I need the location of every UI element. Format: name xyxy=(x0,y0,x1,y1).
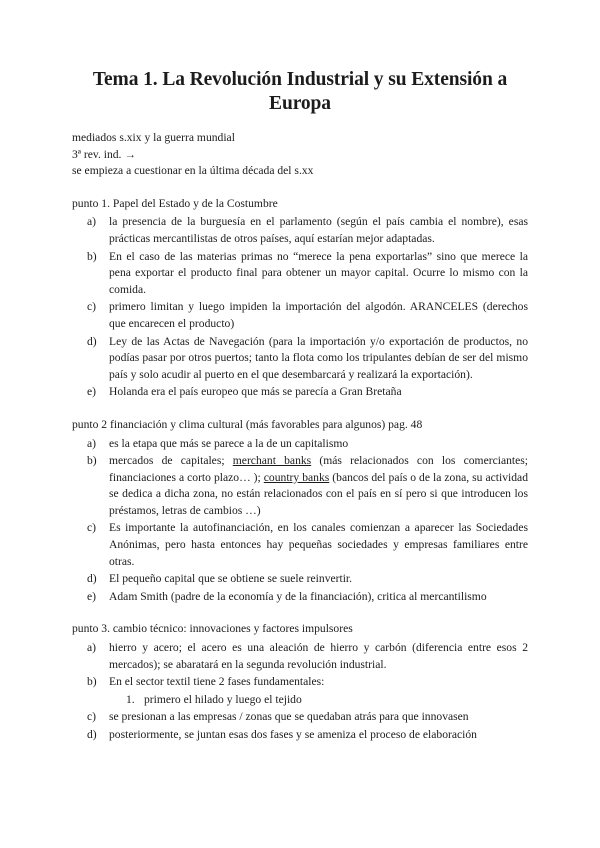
list-item-text: Es importante la autofinanciación, en los canales comienzan a aparecer las Sociedades Anónimas, pero hasta entonces hay pequeñas sociedades y empresas familiares entre otras. xyxy=(109,521,528,568)
list-item-text: El pequeño capital que se obtiene se suele reinvertir. xyxy=(109,572,353,586)
list-item xyxy=(72,709,528,726)
list-marker: a) xyxy=(87,436,97,450)
list-marker: b) xyxy=(87,675,97,689)
list-marker: d) xyxy=(87,334,97,348)
list-item-text: mercados de capitales; xyxy=(109,454,233,468)
list-item-text: (más relacionados con los comerciantes; financiaciones a corto plazo… ); xyxy=(109,454,528,484)
section-title: punto 1. Papel del Estado y de la Costumbre xyxy=(72,196,278,210)
list-item xyxy=(72,436,528,453)
list-item xyxy=(72,453,528,519)
list-item-text: (bancos del país o de la zona, su actividad se dedica a dicha zona, no están relacionados con el país en sí pero si que introducen los préstamos, letras de cambios …) xyxy=(109,470,528,517)
list-marker: a) xyxy=(87,215,97,229)
list-marker: d) xyxy=(87,572,97,586)
list-marker: d) xyxy=(87,728,97,741)
intro-block xyxy=(72,130,528,180)
list-item xyxy=(72,674,528,691)
list-item xyxy=(72,589,528,606)
list-item-text: hierro y acero; el acero es una aleación de hierro y carbón (diferencia entre esos 2 mercados); se abaratará en la segunda revolución industrial. xyxy=(109,641,528,671)
list-marker: b) xyxy=(87,249,97,263)
list-marker: 1. xyxy=(126,692,135,706)
intro-line: mediados s.xix y la guerra mundial xyxy=(72,131,235,144)
section-1 xyxy=(72,196,528,401)
list-item xyxy=(72,214,528,247)
list-item xyxy=(72,520,528,570)
list-marker: b) xyxy=(87,454,97,468)
list-marker: e) xyxy=(87,385,97,399)
list-item xyxy=(72,571,528,588)
list-item xyxy=(72,299,528,332)
intro-line: se empieza a cuestionar en la última década del s.xx xyxy=(72,164,314,178)
list-item-text: En el sector textil tiene 2 fases fundamentales: xyxy=(109,675,325,689)
list-item xyxy=(72,334,528,384)
list-marker: a) xyxy=(87,641,97,655)
list-item-text: la presencia de la burguesía en el parlamento (según el país cambia el nombre), esas prácticas mercantilistas de otros países, aquí estarían mejor adaptadas. xyxy=(109,215,528,245)
list-marker: c) xyxy=(87,300,97,314)
list-item-text: En el caso de las materias primas no “merece la pena exportarlas” sino que merece la pena exportar el producto final para obtener un mayor capital. Ocurre lo mismo con la comida. xyxy=(109,249,528,296)
section-title: punto 3. cambio técnico: innovaciones y factores impulsores xyxy=(72,622,353,636)
document-page xyxy=(72,68,528,745)
section-3 xyxy=(72,621,528,743)
section-list xyxy=(72,436,528,606)
list-item xyxy=(72,249,528,299)
list-item-text: Adam Smith (padre de la economía y de la financiación), critica al mercantilismo xyxy=(109,589,487,603)
list-item-text: es la etapa que más se parece a la de un capitalismo xyxy=(109,436,349,450)
section-title: punto 2 financiación y clima cultural (más favorables para algunos) pag. 48 xyxy=(72,417,423,431)
section-2 xyxy=(72,417,528,606)
sub-list-item xyxy=(72,692,528,709)
list-marker: c) xyxy=(87,521,97,535)
list-item xyxy=(72,384,528,401)
intro-line: 3ª rev. ind. → xyxy=(72,147,136,161)
document-title: Tema 1. La Revolución Industrial y su Extensión a Europa xyxy=(92,69,508,114)
list-item-text: primero limitan y luego impiden la importación del algodón. ARANCELES (derechos que encarecen el producto) xyxy=(109,300,528,330)
list-item xyxy=(72,727,528,744)
list-item-text: se presionan a las empresas / zonas que se quedaban atrás para que innovasen xyxy=(109,710,469,724)
list-marker: c) xyxy=(87,710,97,724)
list-item-text: posteriormente, se juntan esas dos fases y se ameniza el proceso de elaboración xyxy=(109,728,477,741)
underlined-term-merchant-banks: merchant banks xyxy=(232,454,312,468)
list-marker: e) xyxy=(87,589,97,603)
list-item-text: primero el hilado y luego el tejido xyxy=(144,692,302,706)
underlined-term-country-banks: country banks xyxy=(263,470,330,484)
list-item-text: Ley de las Actas de Navegación (para la importación y/o exportación de productos, no podías pasar por otros puertos; tanto la flota como los tripulantes debían de ser del mismo país y solo acudir al puerto en el que desembarcará y realizará la exportación). xyxy=(109,334,528,381)
list-item xyxy=(72,640,528,673)
section-list xyxy=(72,640,528,744)
section-list xyxy=(72,214,528,401)
list-item-text: Holanda era el país europeo que más se parecía a Gran Bretaña xyxy=(109,385,402,399)
